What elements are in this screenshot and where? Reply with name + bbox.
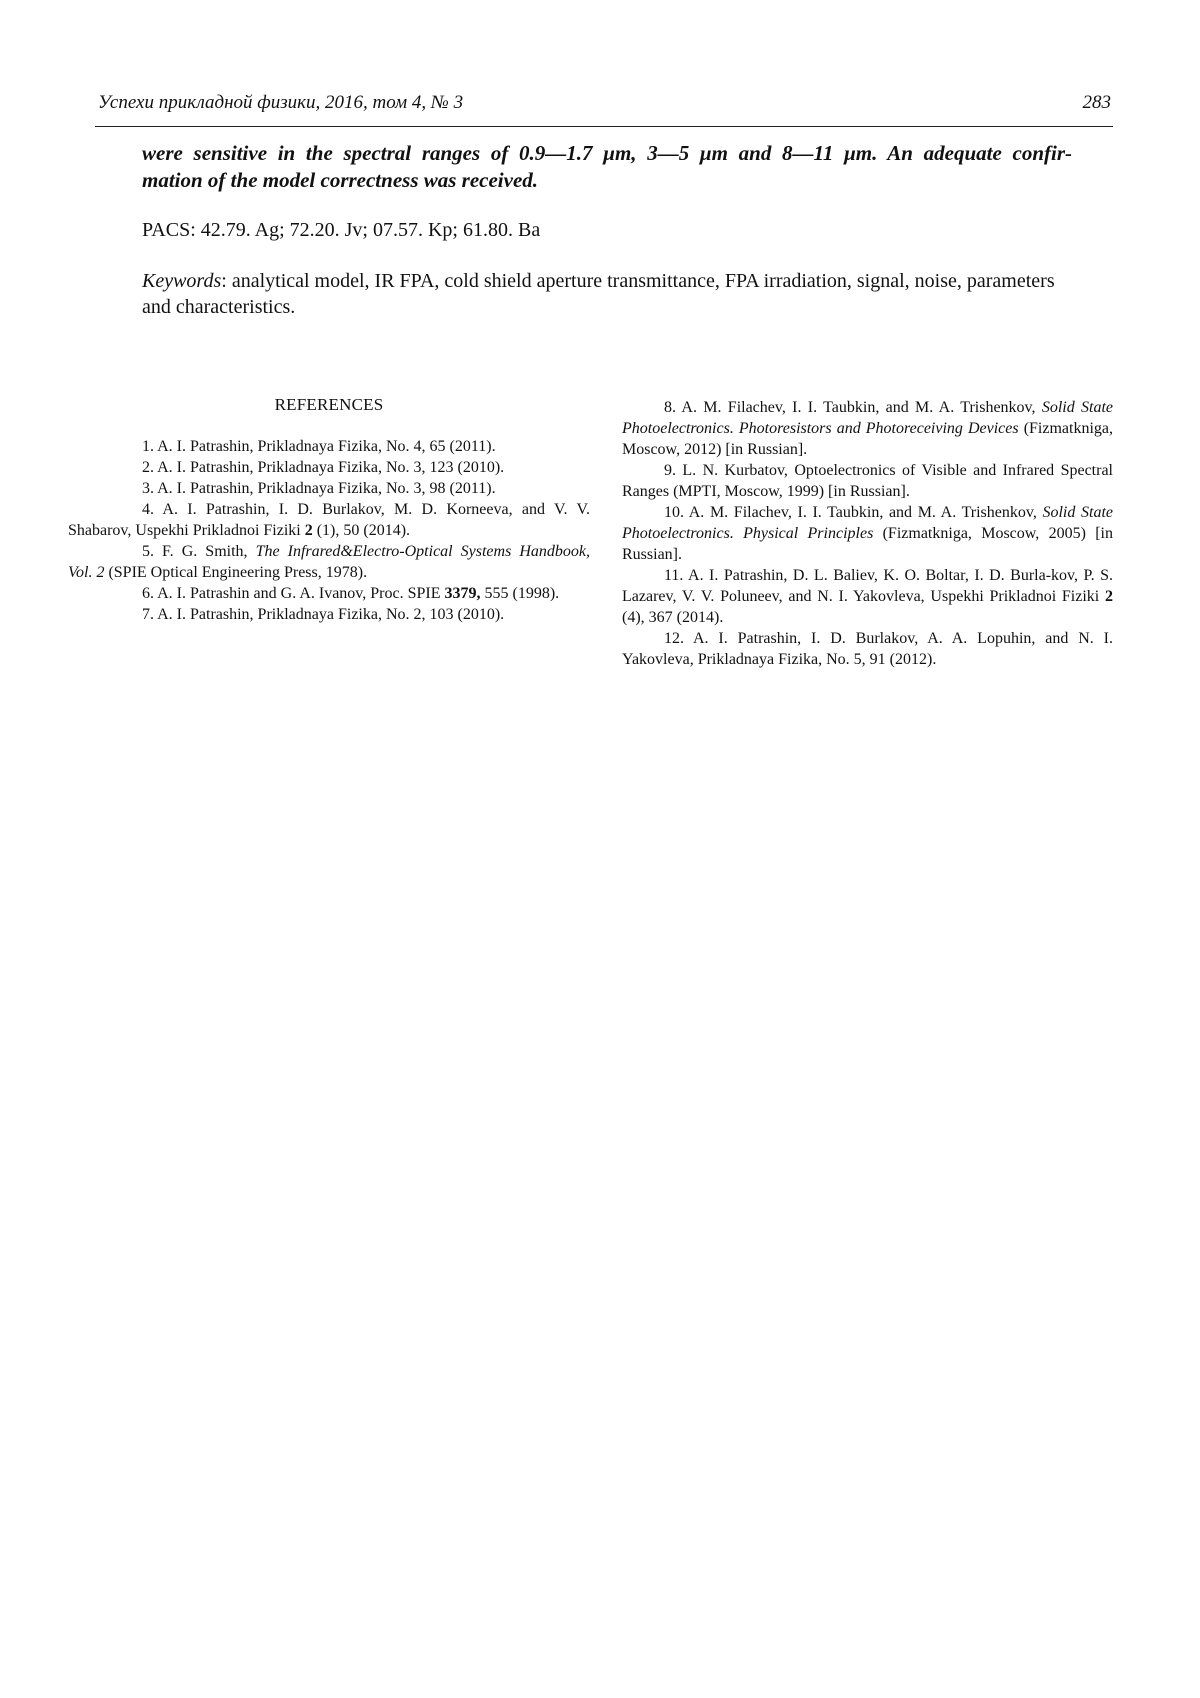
- abstract-tail: [142, 140, 1072, 194]
- keywords: [142, 268, 1072, 320]
- keywords-text: : analytical model, IR FPA, cold shield aperture transmittance, FPA irradiation, signal, noise, parameters and characteristics.: [142, 270, 1055, 318]
- reference-4: 4. A. I. Patrashin, I. D. Burlakov, M. D. Korneeva, and V. V. Shabarov, Uspekhi Prikladnoi Fiziki 2 (1), 50 (2014).: [68, 501, 590, 539]
- references-column-right: [622, 397, 1113, 670]
- keywords-label: Keywords: [142, 270, 222, 292]
- reference-5: 5. F. G. Smith, The Infrared&Electro-Optical Systems Handbook, Vol. 2 (SPIE Optical Engineering Press, 1978).: [68, 543, 591, 581]
- running-header: [95, 92, 1113, 120]
- references-heading: REFERENCES: [274, 395, 384, 414]
- journal-citation: Успехи прикладной физики, 2016, том 4, № 3: [98, 92, 464, 113]
- reference-1: 1. A. I. Patrashin, Prikladnaya Fizika, No. 4, 65 (2011).: [142, 438, 496, 455]
- references-column-left: [68, 436, 590, 625]
- reference-8: 8. A. M. Filachev, I. I. Taubkin, and M. A. Trishenkov, Solid State Photoelectronics. Photoresistors and Photoreceiving Devices (Fizmatkniga, Moscow, 2012) [in Russian].: [622, 399, 1114, 458]
- reference-11: 11. A. I. Patrashin, D. L. Baliev, K. O. Boltar, I. D. Burla-kov, P. S. Lazarev, V. V. Poluneev, and N. I. Yakovleva, Uspekhi Prikladnoi Fiziki 2 (4), 367 (2014).: [622, 567, 1113, 626]
- header-rule: [95, 126, 1113, 127]
- reference-2: 2. A. I. Patrashin, Prikladnaya Fizika, No. 3, 123 (2010).: [142, 459, 505, 476]
- pacs-codes: PACS: 42.79. Ag; 72.20. Jv; 07.57. Kp; 61.80. Ba: [142, 219, 541, 241]
- reference-3: 3. A. I. Patrashin, Prikladnaya Fizika, No. 3, 98 (2011).: [142, 480, 496, 497]
- reference-7: 7. A. I. Patrashin, Prikladnaya Fizika, No. 2, 103 (2010).: [142, 606, 505, 623]
- reference-9: 9. L. N. Kurbatov, Optoelectronics of Visible and Infrared Spectral Ranges (MPTI, Moscow, 1999) [in Russian].: [622, 462, 1113, 500]
- reference-12: 12. A. I. Patrashin, I. D. Burlakov, A. A. Lopuhin, and N. I. Yakovleva, Prikladnaya Fizika, No. 5, 91 (2012).: [622, 630, 1113, 668]
- reference-6: 6. A. I. Patrashin and G. A. Ivanov, Proc. SPIE 3379, 555 (1998).: [142, 585, 560, 602]
- reference-10: 10. A. M. Filachev, I. I. Taubkin, and M. A. Trishenkov, Solid State Photoelectronics. Physical Principles (Fizmatkniga, Moscow, 2005) [in Russian].: [622, 504, 1113, 563]
- abstract-line-1: were sensitive in the spectral ranges of 0.9—1.7 μm, 3—5 μm and 8—11 μm. An adequate confir-: [142, 141, 1072, 165]
- page-number: 283: [1082, 92, 1111, 113]
- abstract-line-2: mation of the model correctness was received.: [142, 168, 539, 192]
